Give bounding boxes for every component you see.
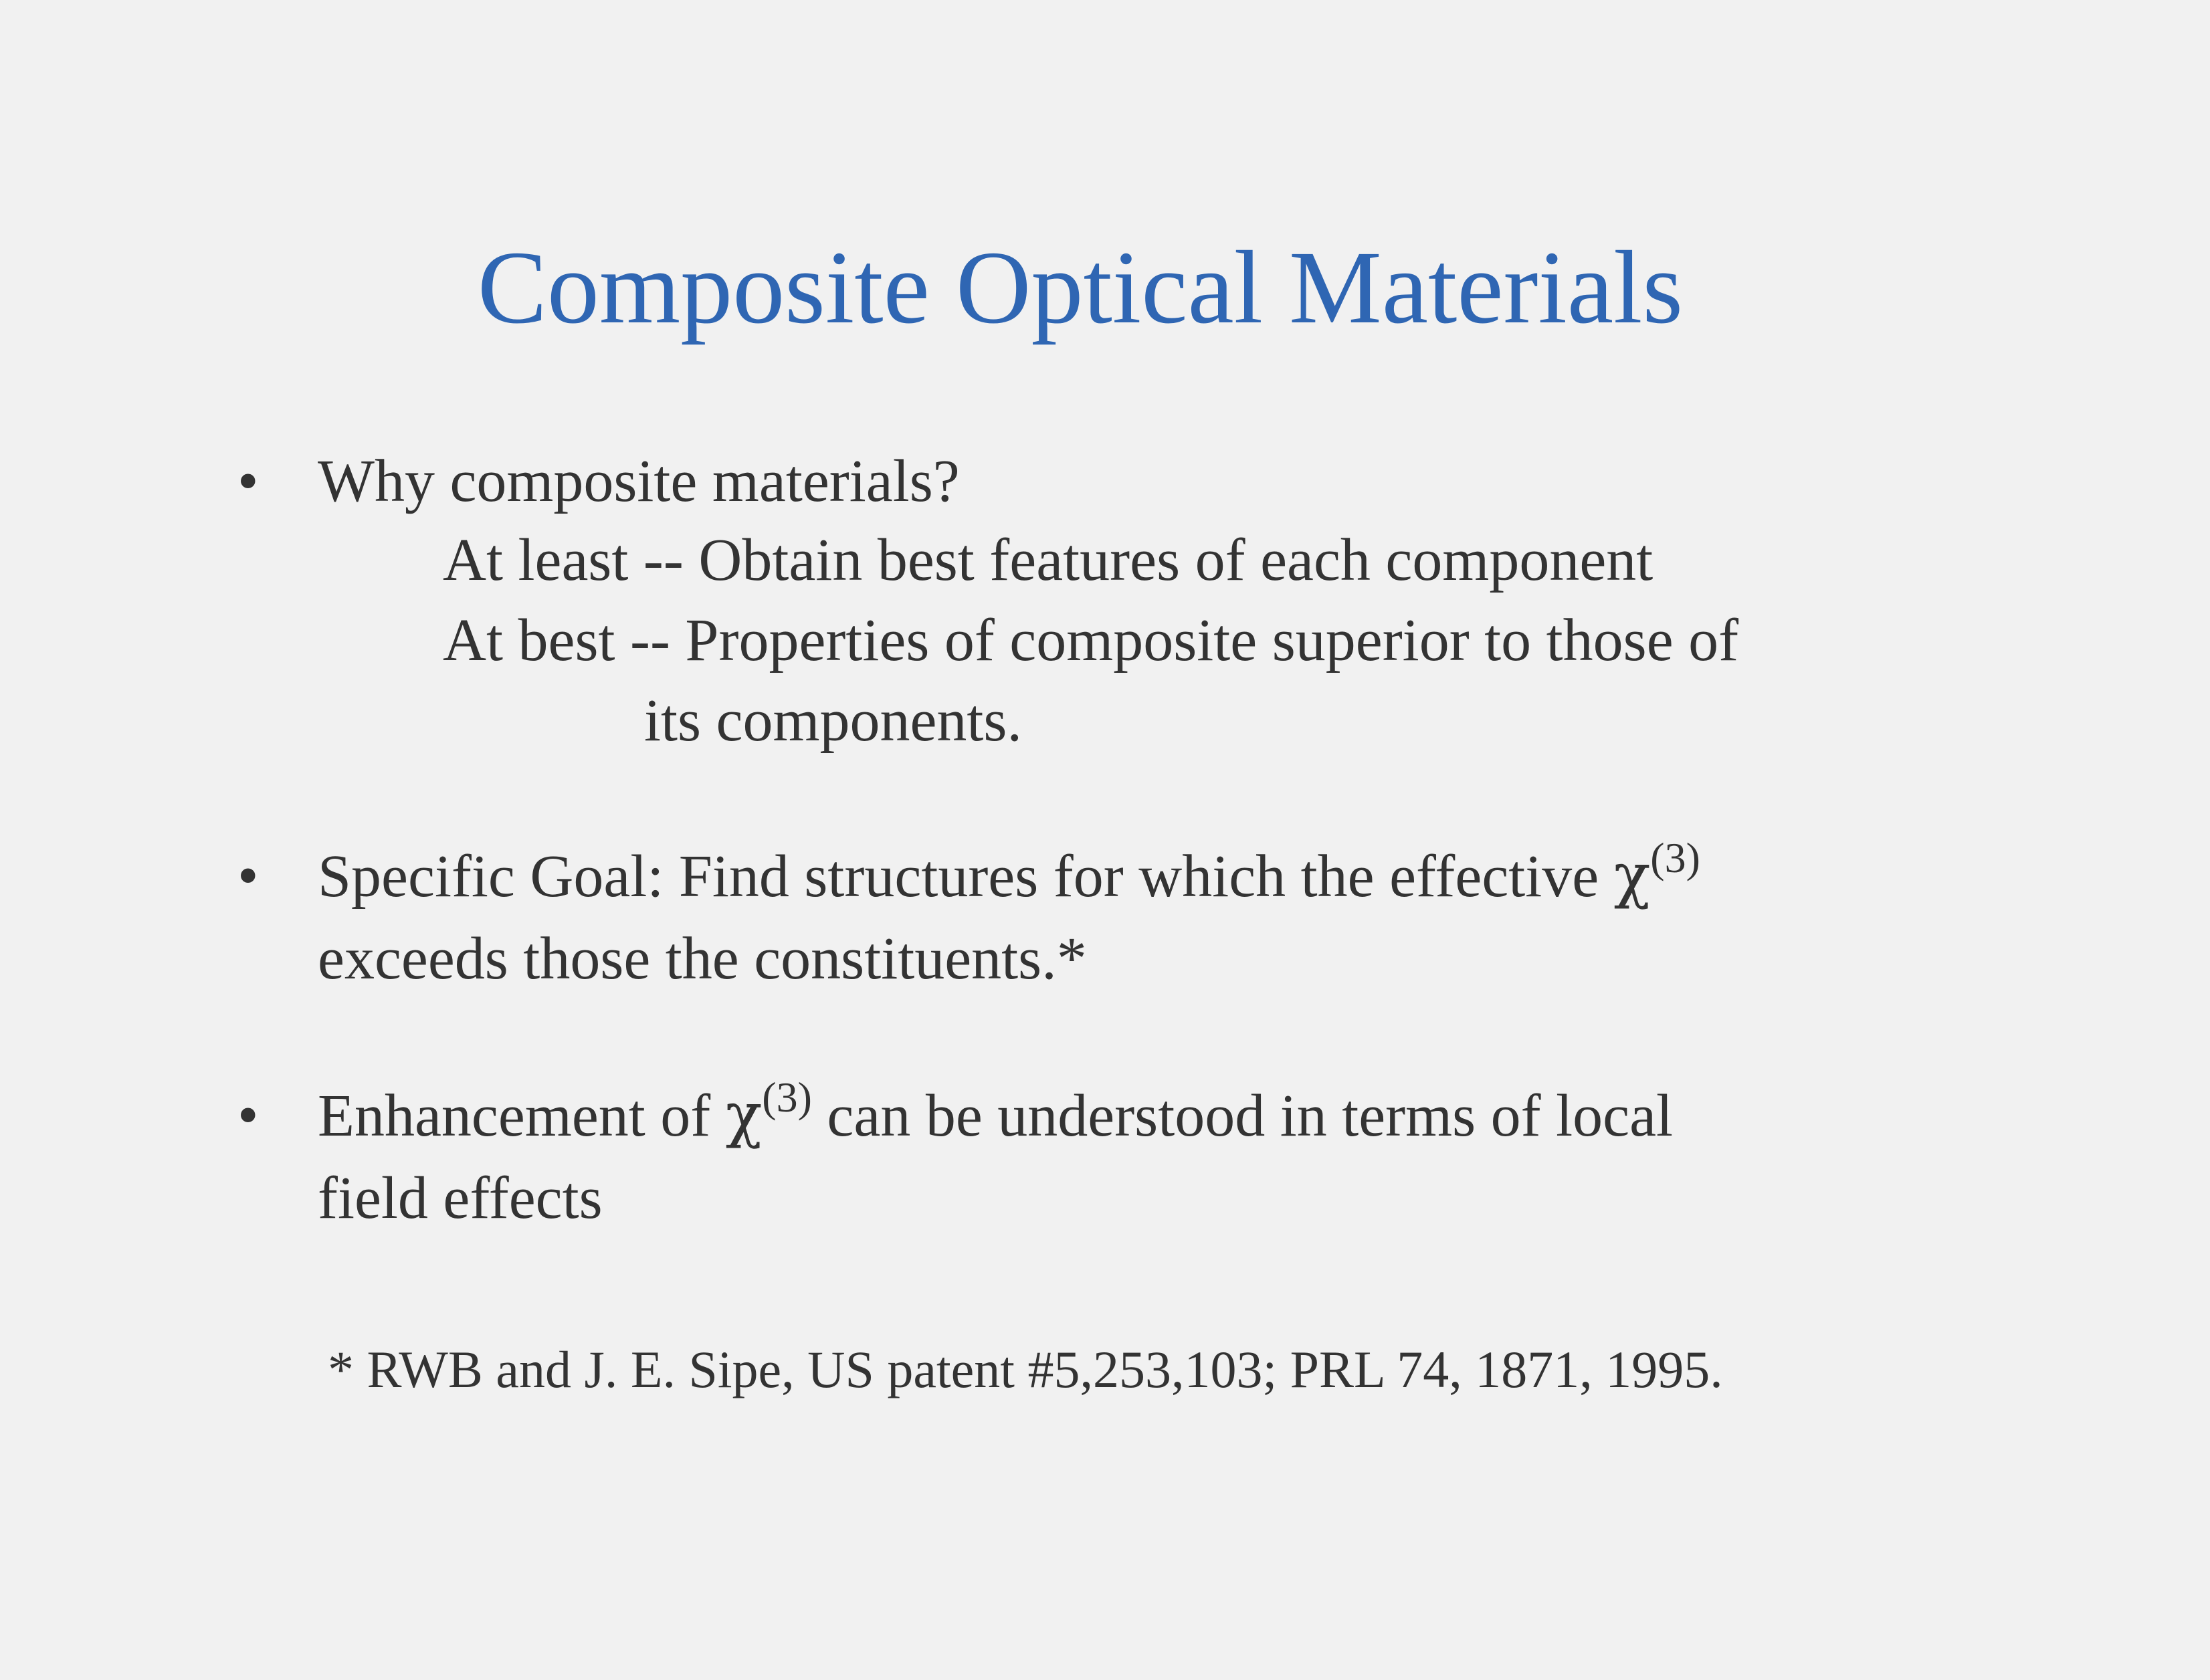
chi-symbol: χ	[725, 1080, 763, 1150]
chi-symbol: χ	[1613, 841, 1651, 911]
bullet-1-line-1: Why composite materials?	[318, 448, 960, 514]
footnote: * RWB and J. E. Sipe, US patent #5,253,103; PRL 74, 1871, 1995.	[328, 1340, 1723, 1398]
bullet-3-text-pre: Enhancement of	[318, 1083, 726, 1149]
bullet-marker: •	[237, 843, 259, 909]
bullet-1-line-3: At best -- Properties of composite superior to those of	[443, 607, 1739, 673]
bullet-3-line-2: field effects	[318, 1165, 603, 1231]
bullet-1-line-4: its components.	[644, 688, 1022, 754]
bullet-marker: •	[237, 448, 259, 514]
bullet-marker: •	[237, 1082, 259, 1148]
bullet-2-line-2: exceeds those the constituents.*	[318, 926, 1087, 992]
bullet-3-line-1	[318, 1075, 1673, 1162]
bullet-1-line-2: At least -- Obtain best features of each component	[443, 527, 1653, 593]
chi-superscript: (3)	[1650, 834, 1700, 881]
bullet-2-text: Specific Goal: Find structures for which the effective	[318, 843, 1614, 910]
bullet-3-text-post: can be understood in terms of local	[811, 1083, 1674, 1149]
slide-title: Composite Optical Materials	[477, 229, 1684, 345]
bullet-2-line-1	[318, 836, 1700, 922]
chi-superscript: (3)	[762, 1073, 812, 1121]
